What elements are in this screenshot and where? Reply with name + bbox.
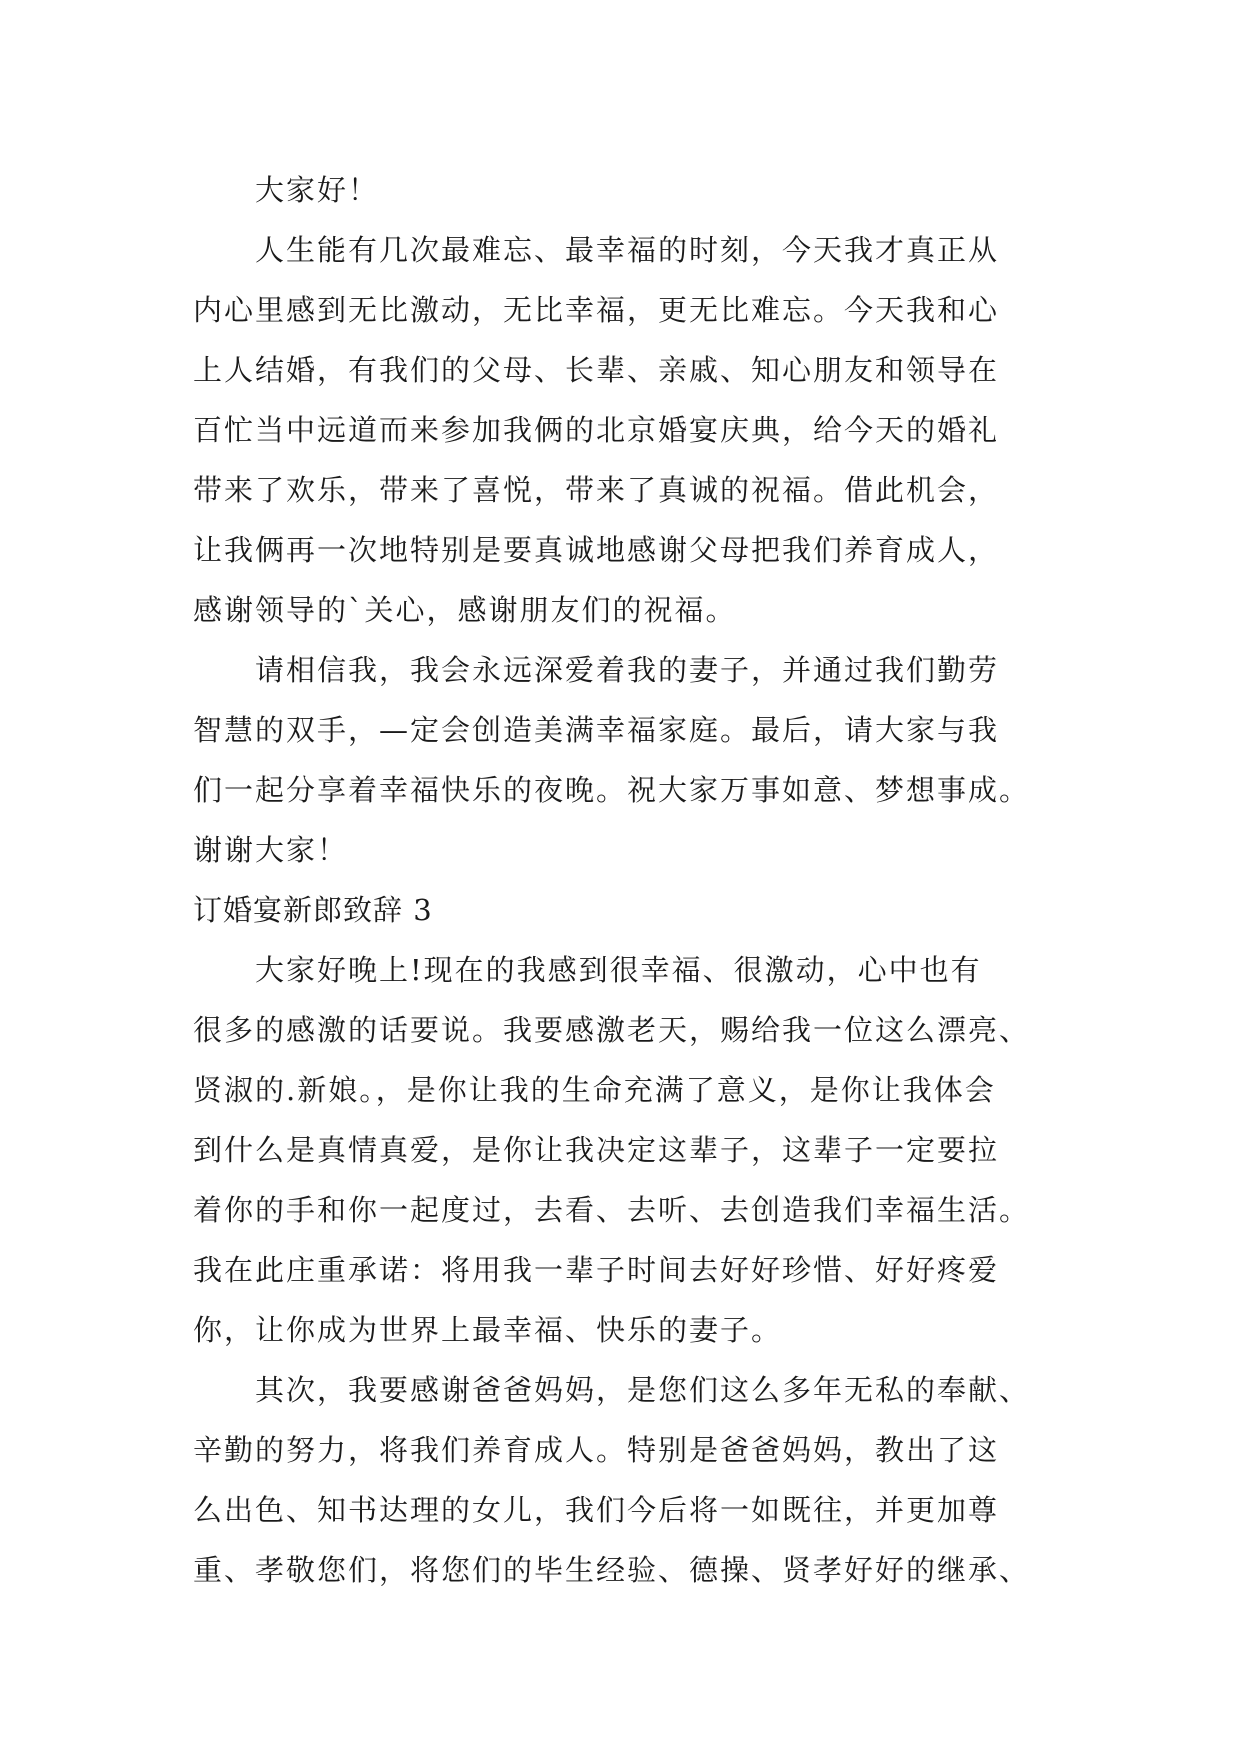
text-line: 到什么是真情真爱，是你让我决定这辈子，这辈子一定要拉	[193, 1133, 1000, 1167]
text-line: 大家好晚上!现在的我感到很幸福、很激动，心中也有	[255, 953, 982, 987]
text-line: 谢谢大家！	[193, 833, 349, 867]
text-line: 其次，我要感谢爸爸妈妈，是您们这么多年无私的奉献、	[255, 1373, 1031, 1407]
text-line: 感谢领导的`关心，感谢朋友们的祝福。	[193, 593, 737, 627]
section-heading: 订婚宴新郎致辞 3	[193, 893, 433, 927]
text-line: 辛勤的努力，将我们养育成人。特别是爸爸妈妈，教出了这	[193, 1433, 1000, 1467]
text-line: 大家好！	[255, 173, 380, 207]
text-line: 内心里感到无比激动，无比幸福，更无比难忘。今天我和心	[193, 293, 1000, 327]
text-line: 上人结婚，有我们的父母、长辈、亲戚、知心朋友和领导在	[193, 353, 1000, 387]
text-line: 重、孝敬您们，将您们的毕生经验、德操、贤孝好好的继承、	[193, 1553, 1031, 1587]
text-line: 请相信我，我会永远深爱着我的妻子，并通过我们勤劳	[255, 653, 1000, 687]
text-line: 带来了欢乐，带来了喜悦，带来了真诚的祝福。借此机会，	[193, 473, 1000, 507]
text-line: 让我俩再一次地特别是要真诚地感谢父母把我们养育成人，	[193, 533, 1000, 567]
text-line: 们一起分享着幸福快乐的夜晚。祝大家万事如意、梦想事成。	[193, 773, 1031, 807]
text-line: 智慧的双手，—定会创造美满幸福家庭。最后，请大家与我	[193, 713, 1000, 747]
text-line: 你，让你成为世界上最幸福、快乐的妻子。	[193, 1313, 783, 1347]
text-line: 么出色、知书达理的女儿，我们今后将一如既往，并更加尊	[193, 1493, 1000, 1527]
text-line: 贤淑的.新娘。，是你让我的生命充满了意义，是你让我体会	[193, 1073, 996, 1107]
document-page	[193, 160, 1058, 1600]
text-line: 很多的感激的话要说。我要感激老天，赐给我一位这么漂亮、	[193, 1013, 1031, 1047]
text-line: 着你的手和你一起度过，去看、去听、去创造我们幸福生活。	[193, 1193, 1031, 1227]
text-line: 人生能有几次最难忘、最幸福的时刻，今天我才真正从	[255, 233, 1000, 267]
text-line: 百忙当中远道而来参加我俩的北京婚宴庆典，给今天的婚礼	[193, 413, 1000, 447]
text-line: 我在此庄重承诺：将用我一辈子时间去好好珍惜、好好疼爱	[193, 1253, 1000, 1287]
